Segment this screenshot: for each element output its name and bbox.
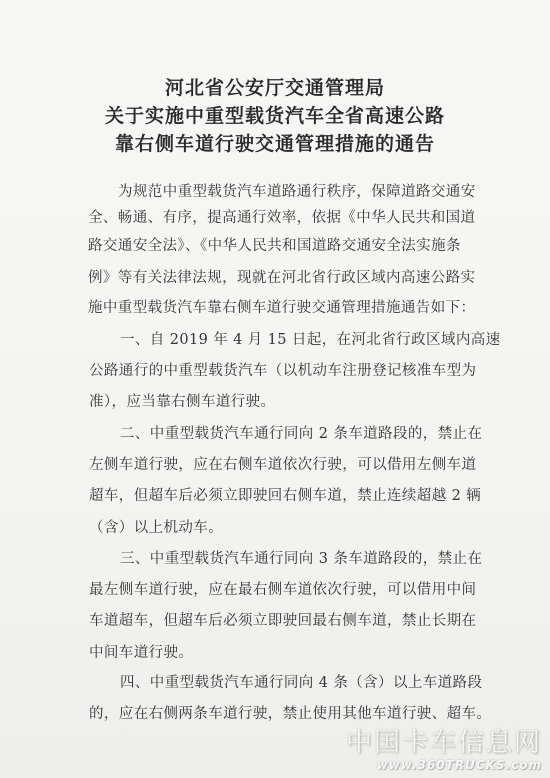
body-line-2: 全、畅通、有序，提高通行效率，依据《中华人民共和国道 (88, 210, 476, 226)
site-watermark (346, 728, 542, 772)
body-line-12: （含）以上机动车。 (89, 520, 224, 536)
body-line-16: 中间车道行驶。 (89, 645, 194, 661)
body-line-14: 最左侧车道行驶，应在最右侧车道依次行驶，可以借用中间 (89, 582, 477, 598)
title-line-3: 靠右侧车道行驶交通管理措施的通告 (114, 133, 435, 155)
body-line-6: 一、自 2019 年 4 月 15 日起，在河北省行政区域内高速 (120, 332, 501, 348)
body-line-5: 施中重型载货汽车靠右侧车道行驶交通管理措施通告如下： (88, 300, 476, 316)
title-line-1: 河北省公安厅交通管理局 (164, 77, 385, 99)
body-line-10: 左侧车道行驶，应在右侧车道依次行驶，可以借用左侧车道 (89, 457, 477, 473)
watermark-name: 中国卡车信息网 (345, 728, 542, 758)
body-line-7: 公路通行的中重型载货汽车（以机动车注册登记核准车型为 (89, 363, 477, 379)
body-line-15: 车道超车，但超车后必须立即驶回最右侧车道，禁止长期在 (89, 613, 477, 629)
watermark-url: www.360TRUCKS.com (376, 758, 542, 772)
body-line-3: 路交通安全法》、《中华人民共和国道路交通安全法实施条 (88, 238, 461, 254)
body-line-17: 四、中重型载货汽车通行同向 4 条（含）以上车道路段 (120, 675, 483, 691)
body-line-4: 例》等有关法律法规，现就在河北省行政区域内高速公路实 (88, 270, 476, 286)
body-line-11: 超车，但超车后必须立即驶回右侧车道，禁止连续超越 2 辆 (89, 488, 482, 504)
body-line-13: 三、中重型载货汽车通行同向 3 条车道路段的，禁止在 (120, 551, 483, 567)
body-line-8: 准），应当靠右侧车道行驶。 (89, 394, 276, 410)
body-line-18: 的，应在右侧两条车道行驶，禁止使用其他车道行驶、超车。 (89, 706, 492, 722)
title-line-2: 关于实施中重型载货汽车全省高速公路 (104, 105, 445, 127)
body-line-9: 二、中重型载货汽车通行同向 2 条车道路段的，禁止在 (120, 426, 483, 442)
body-line-1: 为规范中重型载货汽车道路通行秩序，保障道路交通安 (118, 184, 476, 200)
